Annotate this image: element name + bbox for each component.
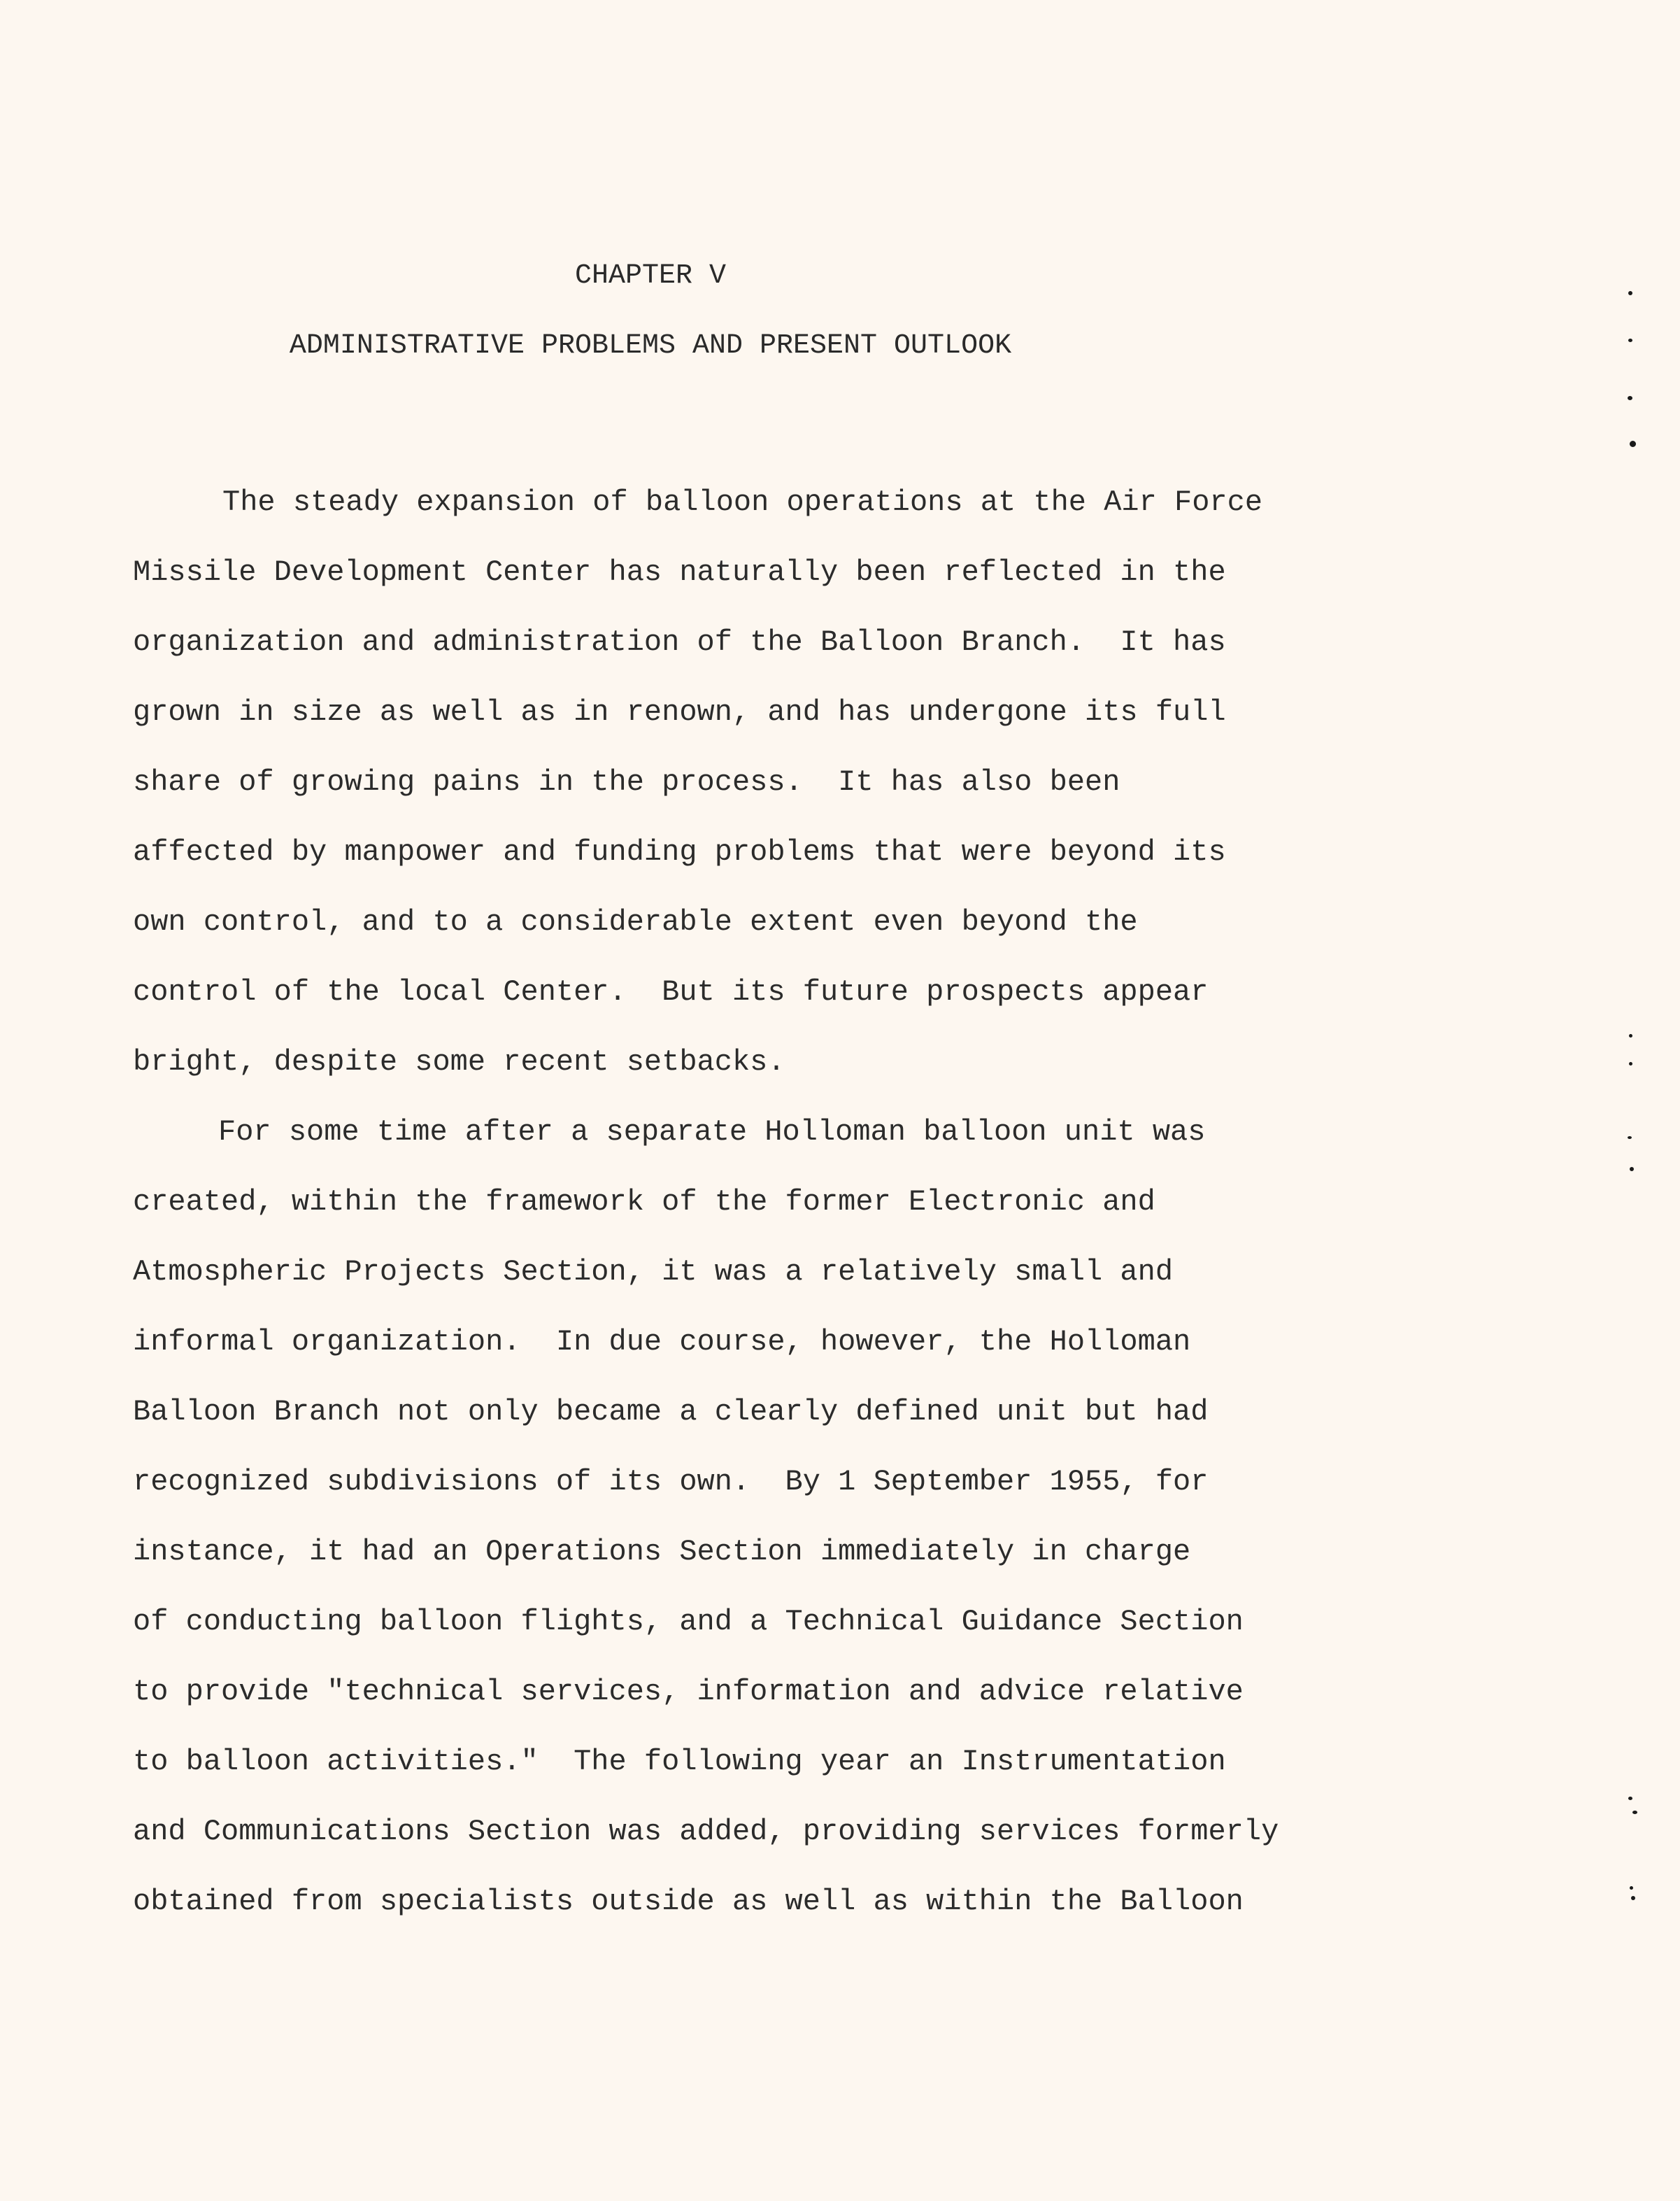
- text-line: affected by manpower and funding problems that were beyond its: [133, 835, 1226, 869]
- text-line: bright, despite some recent setbacks.: [133, 1045, 785, 1079]
- text-line: and Communications Section was added, providing services formerly: [133, 1815, 1279, 1848]
- text-line: recognized subdivisions of its own. By 1 September 1955, for: [133, 1465, 1209, 1499]
- margin-dot: [1628, 1797, 1632, 1800]
- text-line: grown in size as well as in renown, and has undergone its full: [133, 695, 1226, 729]
- text-line: share of growing pains in the process. It has also been: [133, 765, 1120, 799]
- text-line: obtained from specialists outside as well as within the Balloon: [133, 1885, 1244, 1918]
- text-line: control of the local Center. But its future prospects appear: [133, 975, 1209, 1009]
- text-line: to provide "technical services, information and advice relative: [133, 1675, 1244, 1708]
- margin-dot: [1630, 1886, 1633, 1890]
- text-line: instance, it had an Operations Section immediately in charge: [133, 1535, 1191, 1569]
- margin-dot: [1629, 1034, 1632, 1038]
- text-line: Missile Development Center has naturally been reflected in the: [133, 555, 1226, 589]
- margin-dot: [1631, 1896, 1635, 1900]
- margin-marks: [1623, 0, 1651, 2201]
- margin-dot: [1628, 339, 1632, 342]
- text-line: of conducting balloon flights, and a Technical Guidance Section: [133, 1605, 1244, 1639]
- chapter-title: ADMINISTRATIVE PROBLEMS AND PRESENT OUTLOOK: [289, 330, 1012, 362]
- margin-dot: [1630, 1167, 1634, 1171]
- margin-dot: [1628, 1136, 1632, 1139]
- chapter-heading: CHAPTER V: [574, 260, 727, 292]
- margin-dot: [1630, 441, 1636, 447]
- margin-dot: [1629, 1062, 1632, 1066]
- text-line: to balloon activities." The following year an Instrumentation: [133, 1745, 1226, 1778]
- text-line: informal organization. In due course, however, the Holloman: [133, 1325, 1191, 1359]
- text-line: organization and administration of the Balloon Branch. It has: [133, 625, 1226, 659]
- text-line: created, within the framework of the former Electronic and: [133, 1185, 1155, 1219]
- text-line: Balloon Branch not only became a clearly defined unit but had: [133, 1395, 1209, 1429]
- text-line: For some time after a separate Holloman balloon unit was: [218, 1115, 1206, 1149]
- text-line: own control, and to a considerable extent even beyond the: [133, 905, 1138, 939]
- text-line: Atmospheric Projects Section, it was a relatively small and: [133, 1255, 1174, 1289]
- margin-dot: [1628, 396, 1632, 400]
- margin-dot: [1632, 1811, 1637, 1814]
- margin-dot: [1628, 291, 1632, 295]
- body-text: [133, 467, 1322, 1937]
- text-line: The steady expansion of balloon operations at the Air Force: [222, 486, 1263, 519]
